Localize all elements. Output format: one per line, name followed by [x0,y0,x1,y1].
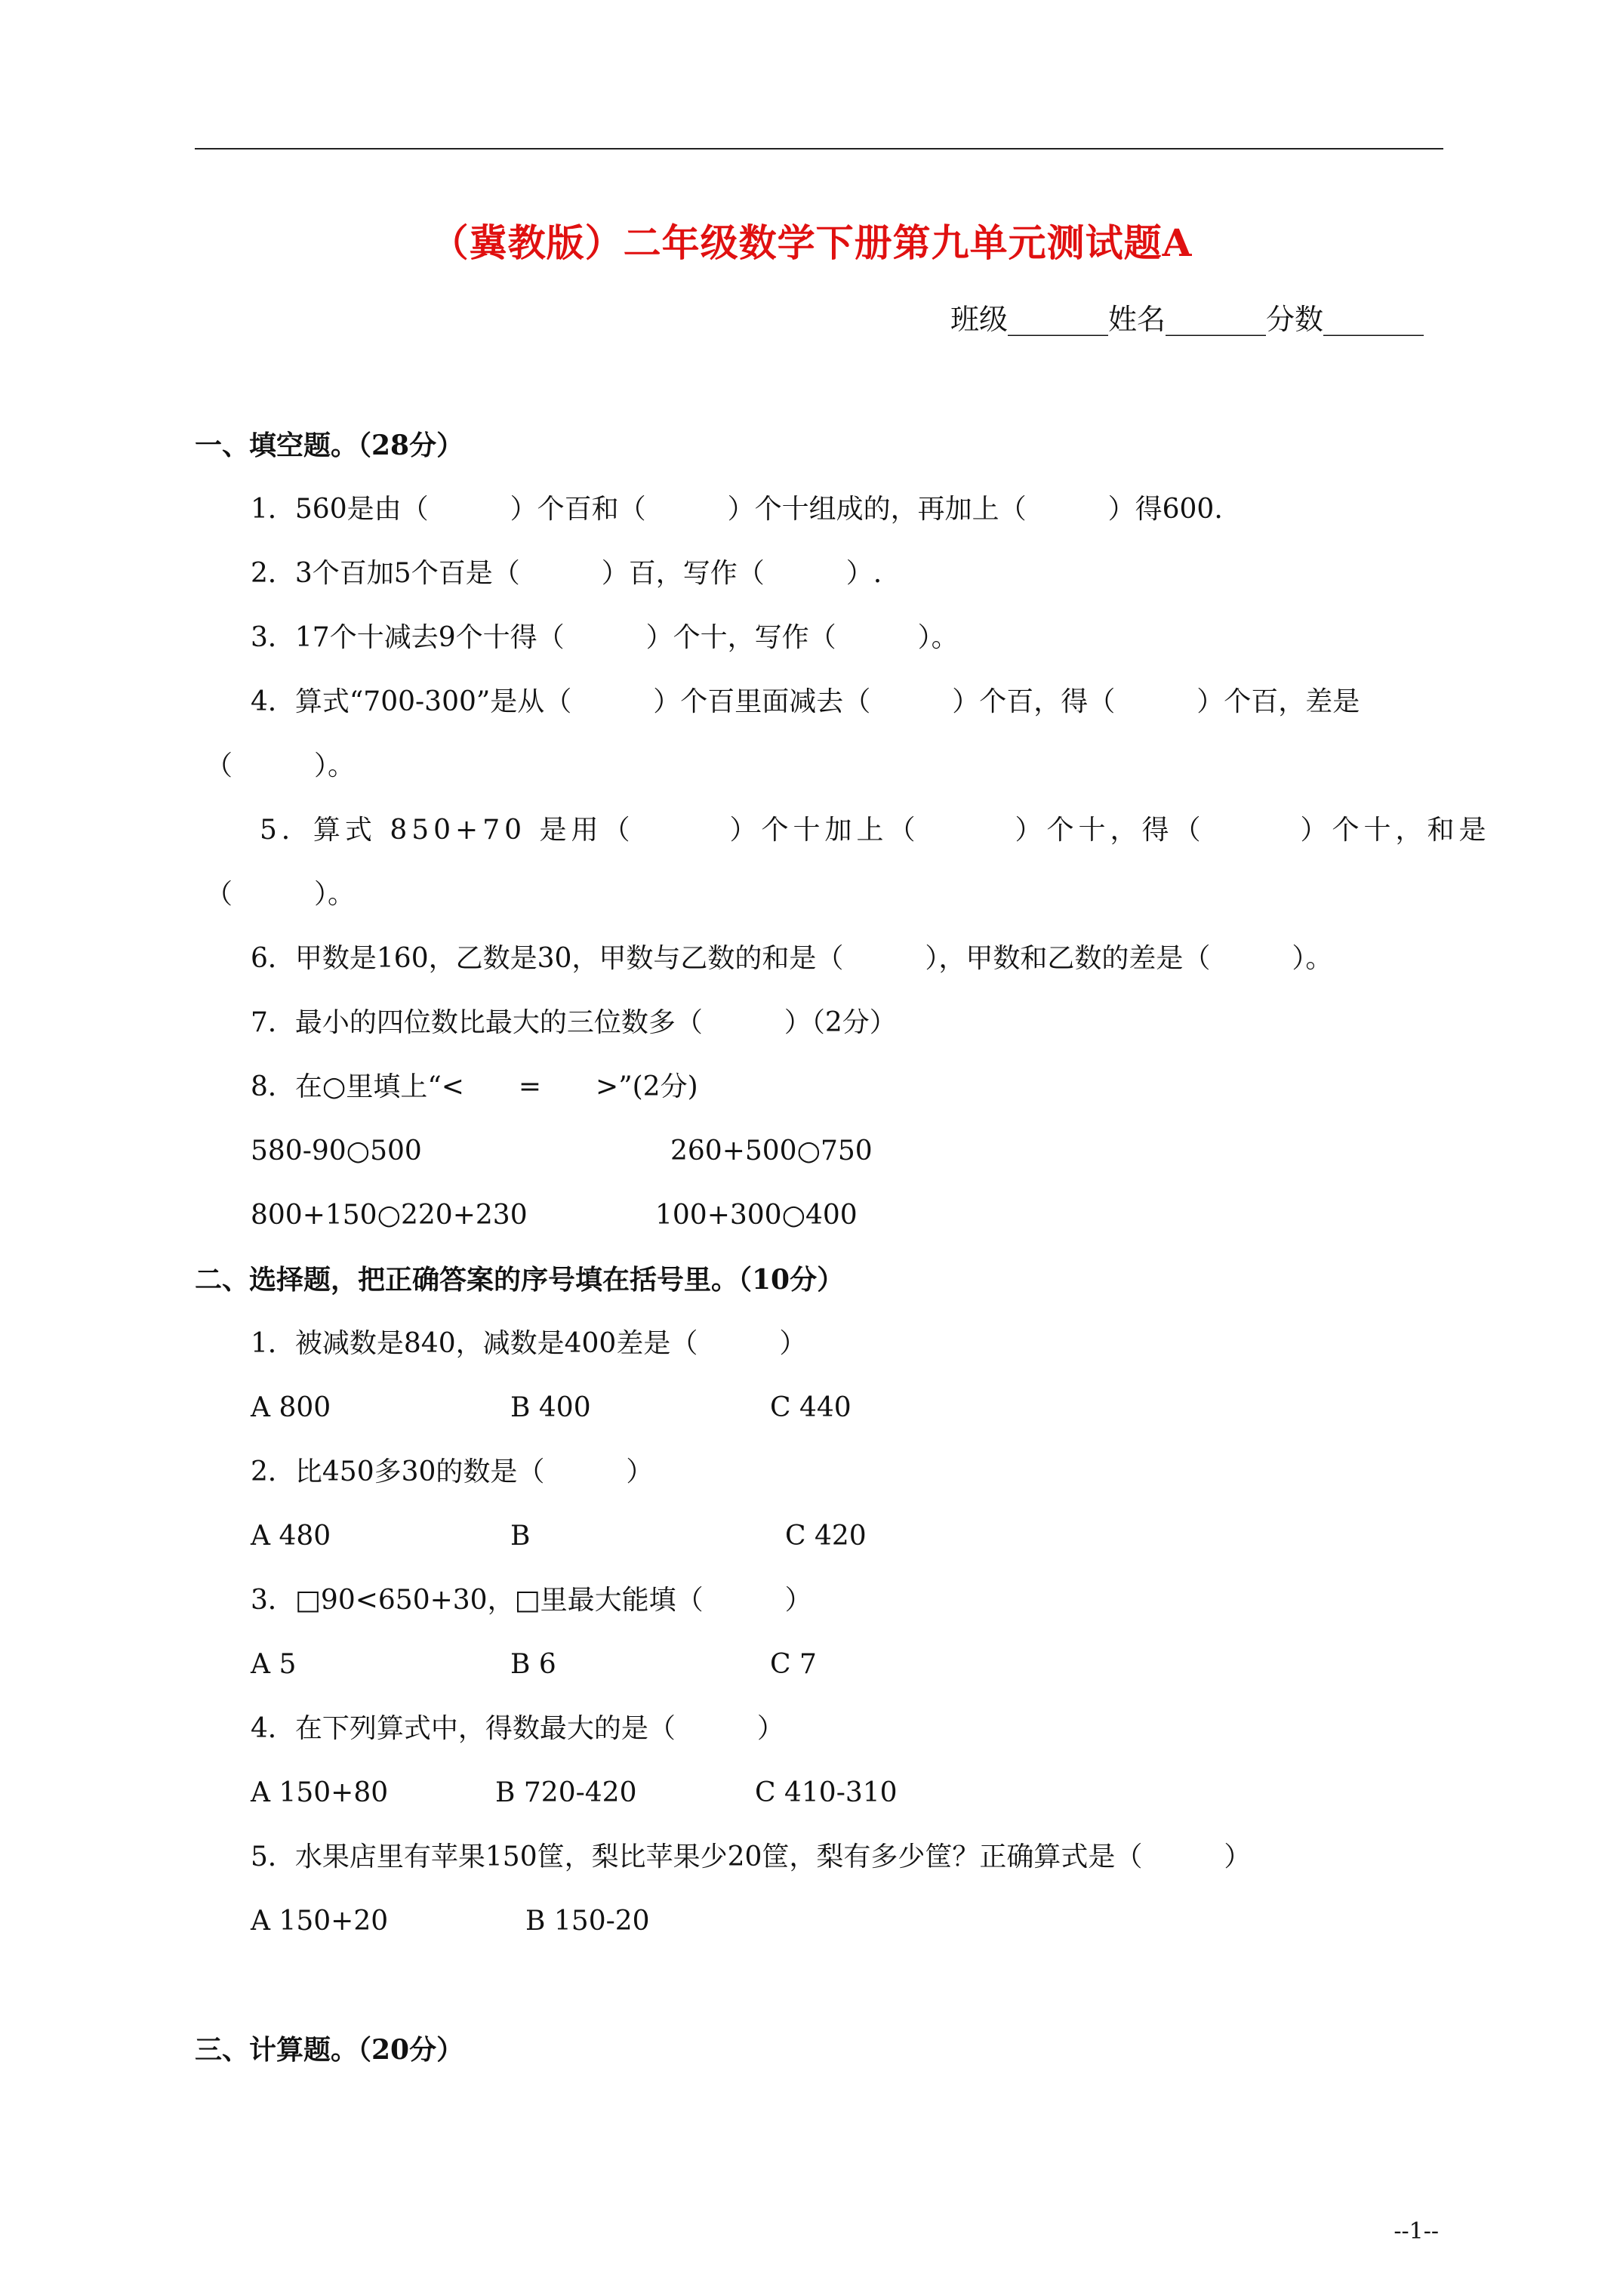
question-1-5: 5．算式 850+70 是用（ ）个十加上（ ）个十，得（ ）个十，和是 [260,815,1491,846]
option-a: A 800 [251,1392,331,1423]
question-1-3: 3．17个十减去9个十得（ ）个十，写作（ ）。 [251,622,959,653]
question-2-4: 4．在下列算式中，得数最大的是（ ） [251,1713,784,1744]
student-info-line: 班级_______姓名_______分数_______ [950,303,1424,336]
page-number: --1-- [1394,2218,1439,2245]
question-1-4-cont: （ ）。 [205,750,356,781]
section-1-heading: 一、填空题。（28分） [195,430,464,461]
option-a: A 480 [251,1521,331,1552]
question-1-5-cont: （ ）。 [205,879,356,910]
question-2-3: 3．□90<650+30，□里最大能填（ ） [251,1585,812,1616]
option-b: B 720-420 [495,1777,637,1808]
option-b: B 150-20 [525,1906,650,1937]
question-2-1: 1．被减数是840，减数是400差是（ ） [251,1328,807,1359]
option-b: B 400 [510,1392,591,1423]
compare-item: 260+500○750 [670,1136,873,1166]
question-1-6: 6．甲数是160，乙数是30，甲数与乙数的和是（ ），甲数和乙数的差是（ ）。 [251,943,1333,974]
question-2-5: 5．水果店里有苹果150筐，梨比苹果少20筐，梨有多少筐？正确算式是（ ） [251,1841,1252,1872]
option-b: B 6 [510,1649,556,1680]
question-1-7: 7．最小的四位数比最大的三位数多（ ）（2分） [251,1007,897,1038]
compare-item: 580-90○500 [251,1136,422,1166]
option-c: C 7 [770,1649,817,1680]
question-2-2: 2．比450多30的数是（ ） [251,1456,654,1487]
compare-item: 100+300○400 [655,1200,858,1231]
question-1-4: 4．算式“700-300”是从（ ）个百里面减去（ ）个百，得（ ）个百，差是 [251,686,1360,717]
section-2-heading: 二、选择题，把正确答案的序号填在括号里。（10分） [195,1264,845,1296]
question-1-8: 8．在○里填上“< = >”(2分) [251,1071,698,1102]
option-a: A 5 [251,1649,297,1680]
option-c: C 410-310 [755,1777,898,1808]
question-1-2: 2．3个百加5个百是（ ）百，写作（ ）. [251,558,882,589]
option-b: B [510,1521,531,1552]
question-1-1: 1．560是由（ ）个百和（ ）个十组成的，再加上（ ）得600. [251,494,1223,525]
compare-item: 800+150○220+230 [251,1200,528,1231]
option-c: C 420 [785,1521,867,1552]
section-3-heading: 三、计算题。（20分） [195,2034,464,2066]
page-title: （冀教版）二年级数学下册第九单元测试题A [430,220,1193,265]
option-a: A 150+20 [251,1906,389,1937]
option-c: C 440 [770,1392,852,1423]
option-a: A 150+80 [251,1777,389,1808]
header-rule [195,148,1443,149]
